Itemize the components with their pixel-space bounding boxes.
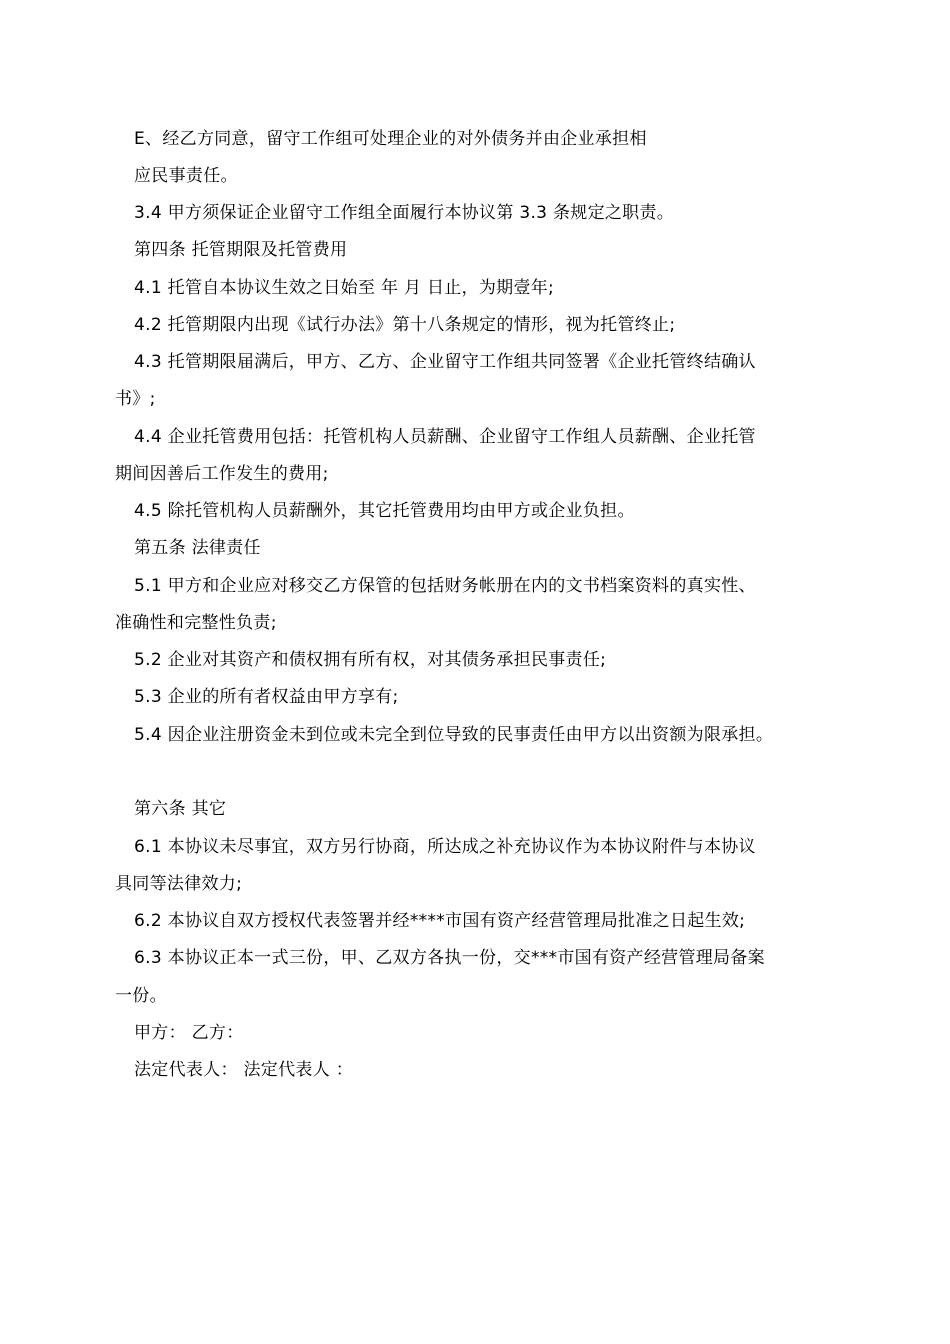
article-4-heading: 第四条 托管期限及托管费用 <box>134 240 348 260</box>
clause-4-3-cont: 书》; <box>115 389 156 409</box>
party-signatures: 甲方： 乙方： <box>134 1023 244 1043</box>
clause-6-2: 6.2 本协议自双方授权代表签署并经****市国有资产经营管理局批准之日起生效; <box>134 911 746 931</box>
clause-4-1: 4.1 托管自本协议生效之日始至 年 月 日止，为期壹年; <box>134 278 555 298</box>
clause-5-3: 5.3 企业的所有者权益由甲方享有; <box>134 687 399 707</box>
clause-4-5: 4.5 除托管机构人员薪酬外，其它托管费用均由甲方或企业负担。 <box>134 501 635 521</box>
clause-6-3: 6.3 本协议正本一式三份，甲、乙双方各执一份，交***市国有资产经营管理局备案 <box>134 948 765 968</box>
legal-representatives: 法定代表人： 法定代表人 ： <box>134 1060 354 1080</box>
clause-6-3-cont: 一份。 <box>115 986 167 1006</box>
clause-3-3-e-cont: 应民事责任。 <box>134 166 238 186</box>
article-5-heading: 第五条 法律责任 <box>134 538 261 558</box>
clause-5-1-cont: 准确性和完整性负责; <box>115 613 277 633</box>
clause-3-4: 3.4 甲方须保证企业留守工作组全面履行本协议第 3.3 条规定之职责。 <box>134 203 675 223</box>
clause-4-4: 4.4 企业托管费用包括：托管机构人员薪酬、企业留守工作组人员薪酬、企业托管 <box>134 427 756 447</box>
clause-4-4-cont: 期间因善后工作发生的费用; <box>115 464 329 484</box>
clause-5-2: 5.2 企业对其资产和债权拥有所有权，对其债务承担民事责任; <box>134 650 607 670</box>
clause-5-1: 5.1 甲方和企业应对移交乙方保管的包括财务帐册在内的文书档案资料的真实性、 <box>134 576 756 596</box>
clause-4-3: 4.3 托管期限届满后，甲方、乙方、企业留守工作组共同签署《企业托管终结确认 <box>134 352 756 372</box>
clause-5-4: 5.4 因企业注册资金未到位或未完全到位导致的民事责任由甲方以出资额为限承担。 <box>134 725 774 745</box>
clause-6-1: 6.1 本协议未尽事宜，双方另行协商，所达成之补充协议作为本协议附件与本协议 <box>134 837 756 857</box>
article-6-heading: 第六条 其它 <box>134 799 227 819</box>
clause-4-2: 4.2 托管期限内出现《试行办法》第十八条规定的情形，视为托管终止; <box>134 315 676 335</box>
clause-6-1-cont: 具同等法律效力; <box>115 874 243 894</box>
clause-3-3-e: E、经乙方同意，留守工作组可处理企业的对外债务并由企业承担相 <box>134 129 647 149</box>
